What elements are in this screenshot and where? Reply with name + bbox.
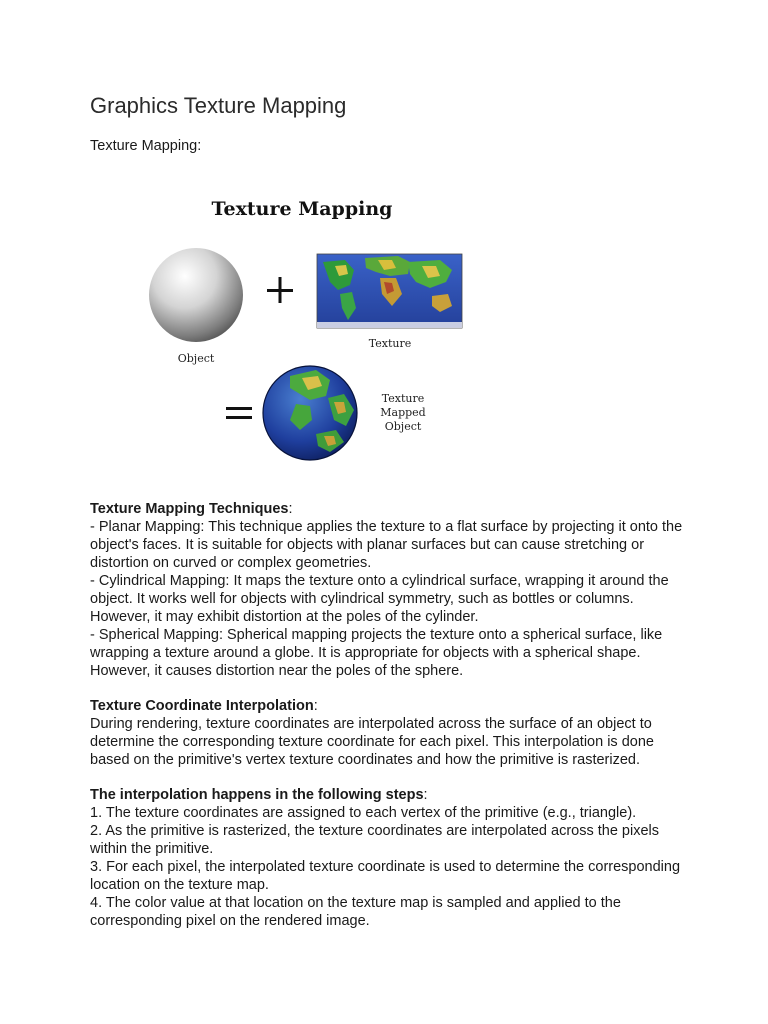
interpolation-section: [90, 697, 690, 769]
interpolation-heading: Texture Coordinate Interpolation: [90, 698, 314, 714]
step-item: 2. As the primitive is rasterized, the texture coordinates are interpolated across the pixels within the primitive.: [90, 823, 660, 857]
step-item: 3. For each pixel, the interpolated texture coordinate is used to determine the corresponding location on the texture map.: [90, 859, 681, 893]
steps-section: [90, 786, 690, 930]
result-label-line-2: Mapped: [380, 406, 426, 419]
heading-colon: :: [423, 787, 428, 803]
plus-sign-icon: [267, 277, 293, 303]
techniques-heading: Texture Mapping Techniques: [90, 501, 289, 517]
texture-map-image: [317, 254, 462, 328]
texture-label: Texture: [368, 337, 412, 350]
textured-globe: [263, 366, 357, 460]
techniques-heading-line: [90, 500, 690, 518]
technique-item: - Planar Mapping: This technique applies the texture to a flat surface by projecting it onto the object's faces. It is suitable for objects with planar surfaces but can cause stretching or distortion on curved or complex geometries.: [90, 519, 683, 571]
interpolation-heading-line: [90, 697, 690, 715]
texture-mapping-figure: [140, 190, 480, 470]
techniques-section: [90, 500, 690, 680]
heading-colon: :: [313, 698, 318, 714]
plain-sphere: [149, 248, 243, 342]
technique-item: - Cylindrical Mapping: It maps the texture onto a cylindrical surface, wrapping it around the object. It works well for objects with cylindrical symmetry, such as bottles or columns. However, it may exhibit distortion at the poles of the cylinder.: [90, 573, 669, 625]
result-label-line-1: Texture: [381, 392, 425, 405]
technique-item: - Spherical Mapping: Spherical mapping projects the texture onto a spherical surface, like wrapping a texture around a globe. It is appropriate for objects with a spherical shape. However, it causes distortion near the poles of the sphere.: [90, 627, 663, 679]
steps-heading-line: [90, 786, 690, 804]
step-item: 1. The texture coordinates are assigned to each vertex of the primitive (e.g., triangle).: [90, 805, 637, 821]
steps-heading: The interpolation happens in the following steps: [90, 787, 424, 803]
heading-colon: :: [288, 501, 293, 517]
document-body: [90, 500, 690, 947]
result-label: [374, 392, 432, 434]
equals-sign-icon: [226, 407, 252, 419]
interpolation-text: During rendering, texture coordinates are interpolated across the surface of an object to determine the corresponding texture coordinate for each pixel. This interpolation is done based on the primitive's vertex texture coordinates and how the primitive is rasterized.: [90, 716, 654, 768]
section-subtitle: Texture Mapping:: [90, 138, 202, 154]
result-label-line-3: Object: [384, 420, 422, 433]
figure-title: Texture Mapping: [211, 198, 393, 220]
step-item: 4. The color value at that location on the texture map is sampled and applied to the corresponding pixel on the rendered image.: [90, 895, 621, 929]
page-title: Graphics Texture Mapping: [90, 93, 347, 118]
object-label: Object: [177, 352, 215, 365]
